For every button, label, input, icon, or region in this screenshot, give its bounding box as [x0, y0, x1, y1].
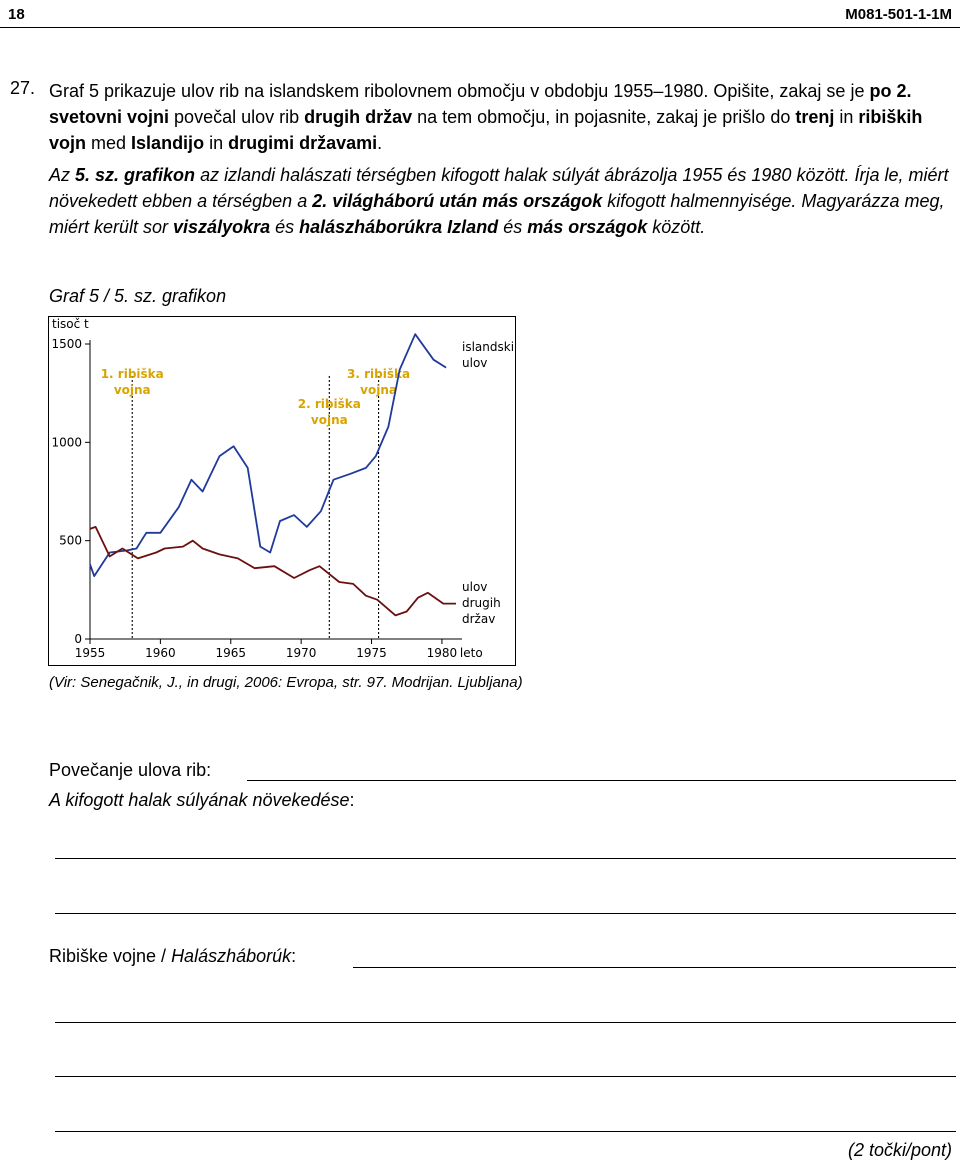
series-label: ulov: [462, 356, 488, 370]
series-label: islandski: [462, 340, 515, 354]
question-hu-segment-5: viszályokra: [173, 217, 271, 237]
question-sl-segment-2: povečal ulov rib: [169, 107, 305, 127]
question-hu-segment-0: Az: [49, 165, 76, 185]
question-hu-segment-3: 2. világháború után más országok: [312, 191, 603, 211]
series-label: drugih: [462, 596, 501, 610]
fish-catch-chart-svg: [48, 316, 516, 666]
question-hu-segment-9: más országok: [527, 217, 648, 237]
question-sl-segment-11: drugimi državami: [228, 133, 378, 153]
y-tick-label: 1500: [51, 337, 82, 351]
fish-catch-chart: [48, 316, 516, 666]
x-tick-label: 1960: [145, 646, 176, 660]
question-sl-segment-7: ribiških vojn: [49, 107, 923, 153]
answer-label-increase-hu-colon: :: [349, 790, 355, 810]
answer-line-1[interactable]: [247, 780, 956, 781]
fishing-war-label: vojna: [360, 383, 397, 397]
page-header: [0, 0, 960, 28]
question-sl-segment-10: in: [204, 133, 229, 153]
question-sl-segment-3: drugih držav: [304, 107, 413, 127]
fishing-war-label: 2. ribiška: [297, 397, 361, 411]
answer-label-fishing-wars-colon: :: [291, 946, 297, 966]
x-axis-label: leto: [459, 646, 483, 660]
series-label: ulov: [462, 580, 488, 594]
question-sl-segment-1: po 2. svetovni vojni: [49, 81, 912, 127]
answer-label-increase-hu-text: A kifogott halak súlyának növekedése: [49, 790, 350, 810]
fishing-war-label: vojna: [310, 413, 348, 427]
answer-line-2[interactable]: [55, 858, 956, 859]
y-tick-label: 0: [74, 632, 82, 646]
answer-line-3[interactable]: [55, 913, 956, 914]
source-citation: (Vir: Senegačnik, J., in drugi, 2006: Evropa, str. 97. Modrijan. Ljubljana): [49, 674, 523, 691]
answer-label-increase: [49, 760, 211, 781]
x-tick-label: 1980: [426, 646, 458, 660]
answer-label-fishing-wars-hu: Halászháborúk: [171, 946, 292, 966]
answer-label-increase-sl: Povečanje ulova rib:: [49, 760, 212, 780]
question-hu-segment-10: között.: [647, 217, 706, 237]
x-tick-label: 1965: [215, 646, 247, 660]
question-sl-segment-9: Islandijo: [131, 133, 205, 153]
question-hu-segment-8: és: [498, 217, 528, 237]
x-tick-label: 1975: [356, 646, 387, 660]
question-sl-segment-0: Graf 5 prikazuje ulov rib na islandskem ribolovnem območju v obdobju 1955–1980. Opišite, zakaj se je: [49, 81, 870, 101]
answer-line-5[interactable]: [55, 1022, 956, 1023]
question-number: 27.: [10, 78, 36, 98]
answer-label-fishing-wars-sl: Ribiške vojne /: [49, 946, 172, 966]
y-axis-label: tisoč t: [52, 317, 89, 331]
header-rule: [0, 27, 960, 28]
y-tick-label: 500: [59, 533, 82, 548]
fishing-war-label: vojna: [113, 383, 151, 397]
question-hu-segment-7: halászháborúkra Izland: [299, 217, 499, 237]
answer-line-4[interactable]: [353, 967, 956, 968]
x-tick-label: 1970: [285, 646, 317, 660]
page-number: 18: [8, 6, 25, 23]
question-sl-segment-4: na tem območju, in pojasnite, zakaj je prišlo do: [412, 107, 796, 127]
question-text-slovenian: [49, 78, 954, 156]
answer-line-7[interactable]: [55, 1131, 956, 1132]
exam-code: M081-501-1-1M: [845, 6, 952, 23]
x-tick-label: 1955: [74, 646, 106, 660]
question-text-hungarian: [49, 162, 954, 240]
fishing-war-label: 1. ribiška: [100, 367, 164, 381]
answer-line-6[interactable]: [55, 1076, 956, 1077]
points-label: (2 točki/pont): [847, 1140, 952, 1160]
answer-label-fishing-wars: [49, 946, 296, 967]
question-hu-segment-6: és: [270, 217, 300, 237]
y-tick-label: 1000: [51, 435, 82, 450]
series-label: držav: [462, 612, 496, 626]
question-hu-segment-2: az izlandi halászati térségben kifogott halak súlyát ábrázolja 1955 és 1980 között. Írja le, miért növekedett ebben a térségben a: [49, 165, 949, 211]
answer-label-increase-hu: [49, 790, 355, 811]
question-sl-segment-8: med: [86, 133, 132, 153]
question-sl-segment-5: trenj: [795, 107, 835, 127]
question-hu-segment-4: kifogott halmennyisége. Magyarázza meg, miért került sor: [49, 191, 945, 237]
fishing-war-label: 3. ribiška: [347, 367, 411, 381]
question-sl-segment-6: in: [834, 107, 859, 127]
graph-title: Graf 5 / 5. sz. grafikon: [49, 286, 227, 306]
question-hu-segment-1: 5. sz. grafikon: [75, 165, 196, 185]
question-sl-segment-12: .: [377, 133, 383, 153]
